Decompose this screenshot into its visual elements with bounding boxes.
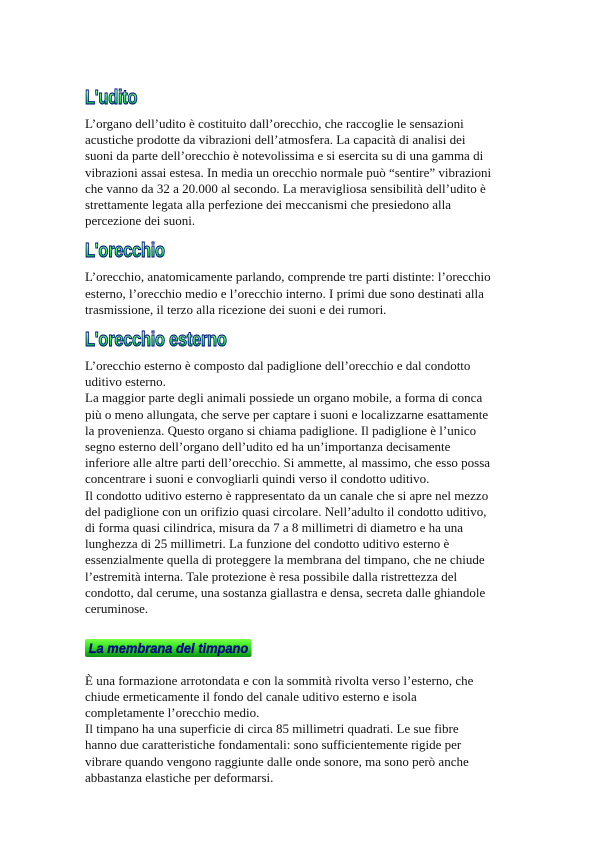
section-heading-timpano: La membrana del timpano bbox=[85, 639, 252, 657]
paragraph-udito: L’organo dell’udito è costituito dall’orecchio, che raccoglie le sensazioni acustiche prodotte da vibrazioni dell’atmosfera. La capacità di analisi dei suoni da parte dell’orecchio è notevolissima e si esercita su di una gamma di vibrazioni assai estesa. In media un orecchio normale può “sentire” vibrazioni che vanno da 32 a 20.000 al secondo. La meravigliosa sensibilità dell’udito è strettamente legata alla perfezione dei meccanismi che presiedono alla percezione dei suoni. bbox=[85, 116, 492, 229]
section-heading-orecchio-esterno: L'orecchio esterno bbox=[85, 329, 227, 352]
section-heading-orecchio-esterno-wrap bbox=[85, 328, 530, 354]
document-body bbox=[85, 86, 530, 796]
section-heading-udito: L'udito bbox=[85, 87, 138, 109]
section-heading-orecchio-wrap bbox=[85, 239, 530, 265]
paragraph-orecchio-esterno: L’orecchio esterno è composto dal padiglione dell’orecchio e dal condotto uditivo esterno. La maggior parte degli animali possiede un organo mobile, a forma di conca più o meno allungata, che serve per captare i suoni e localizzarne esattamente la provenienza. Questo organo si chiama padiglione. Il padiglione è l’unico segno esterno dell’organo dell’udito ed ha un’importanza decisamente inferiore alle altre parti dell’orecchio. Si ammette, al massimo, che esso possa concentrare i suoni e convogliarli quindi verso il condotto uditivo. Il condotto uditivo esterno è rappresentato da un canale che si apre nel mezzo del padiglione con un orifizio quasi circolare. Nell’adulto il condotto uditivo, di forma quasi cilindrica, misura da 7 a 8 millimetri di diametro e ha una lunghezza di 25 millimetri. La funzione del condotto uditivo esterno è essenzialmente quella di proteggere la membrana del timpano, che ne chiude l’estremità interna. Tale protezione è resa possibile dalla ristrettezza del condotto, dal cerume, una sostanza giallastra e densa, secreta dalle ghiandole ceruminose. bbox=[85, 358, 491, 617]
section-heading-timpano-wrap bbox=[85, 627, 530, 668]
section-heading-udito-wrap bbox=[85, 86, 530, 112]
paragraph-orecchio: L’orecchio, anatomicamente parlando, comprende tre parti distinte: l’orecchio esterno, l’orecchio medio e l’orecchio interno. I primi due sono destinati alla trasmissione, il terzo alla ricezione dei suoni e dei rumori. bbox=[85, 269, 491, 317]
section-heading-orecchio: L'orecchio bbox=[85, 240, 165, 263]
paragraph-timpano: È una formazione arrotondata e con la sommità rivolta verso l’esterno, che chiude ermeticamente il fondo del canale uditivo esterno e isola completamente l’orecchio medio. Il timpano ha una superficie di circa 85 millimetri quadrati. Le sue fibre hanno due caratteristiche fondamentali: sono sufficientemente rigide per vibrare quando vengono raggiunte dalle onde sonore, ma sono però anche abbastanza elastiche per deformarsi. bbox=[85, 672, 474, 785]
